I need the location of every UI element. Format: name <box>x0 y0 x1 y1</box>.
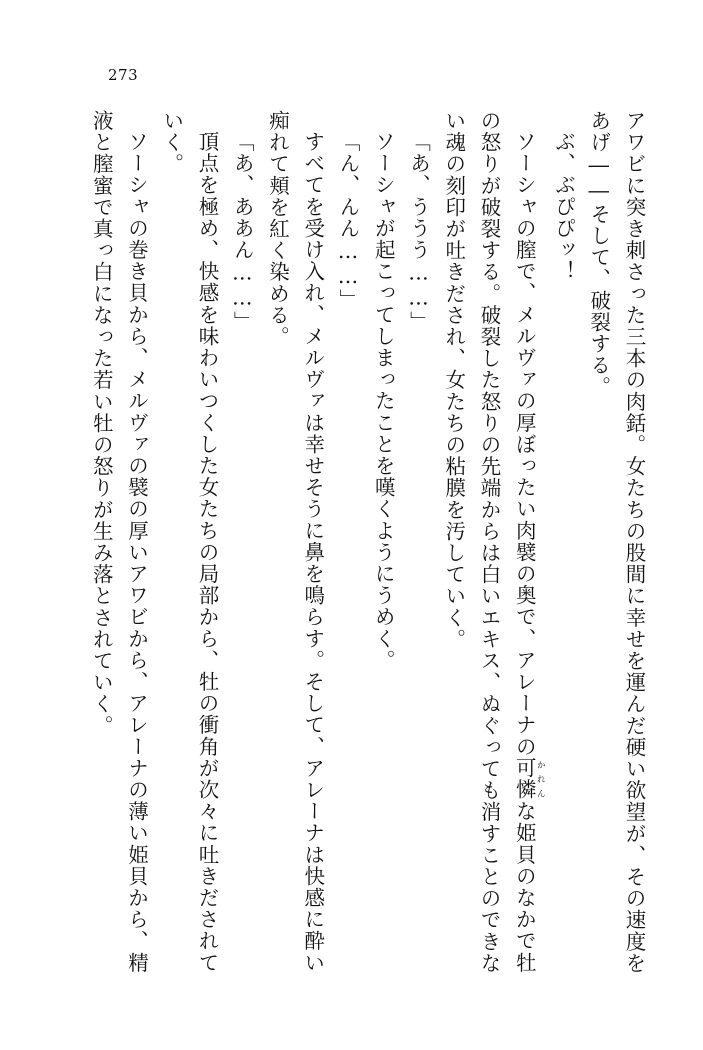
paragraph: 「あ、ああん……」 <box>230 130 255 332</box>
paragraph: 「あ、ううう……」 <box>406 130 431 332</box>
paragraph: 頂点を極め、快感を味わいつくした女たちの局部から、牡の衝角が次々に吐きだされていく。 <box>159 110 219 973</box>
paragraph: アワビに突き刺さった三本の肉銛。女たちの股間に幸せを運んだ硬い欲望が、その速度をあげ――そして、破裂する。 <box>586 110 646 974</box>
paragraph: すべてを受け入れ、メルヴァは幸せそうに鼻を鳴らす。そして、アレーナは快感に酔い痴れて頬を紅く染める。 <box>265 110 325 973</box>
paragraph: 「ん、んん……」 <box>336 130 360 311</box>
page-number: 273 <box>108 66 139 84</box>
paragraph: ソーシャの膣で、メルヴァの厚ぼったい肉襞の奥で、アレーナの可憐 かれんな姫貝のなかで牡の怒りが破裂する。破裂した怒りの先端からは白いエキス、ぬぐっても消すことのできない魂の刻印が吐きだされ、女たちの粘膜を汚していく。 <box>441 110 546 974</box>
page-body-text <box>51 110 651 990</box>
paragraph: ぶ、ぶぴぴッ！ <box>551 130 576 282</box>
paragraph: ソーシャの巻き貝から、メルヴァの襞の厚いアワビから、アレーナの薄い姫貝から、精液と膣蜜で真っ白になった若い牡の怒りが生み落とされていく。 <box>89 110 149 973</box>
ruby-annotation: 可憐 かれん <box>512 756 546 801</box>
paragraph: ソーシャが起こってしまったことを嘆くようにうめく。 <box>371 130 396 671</box>
